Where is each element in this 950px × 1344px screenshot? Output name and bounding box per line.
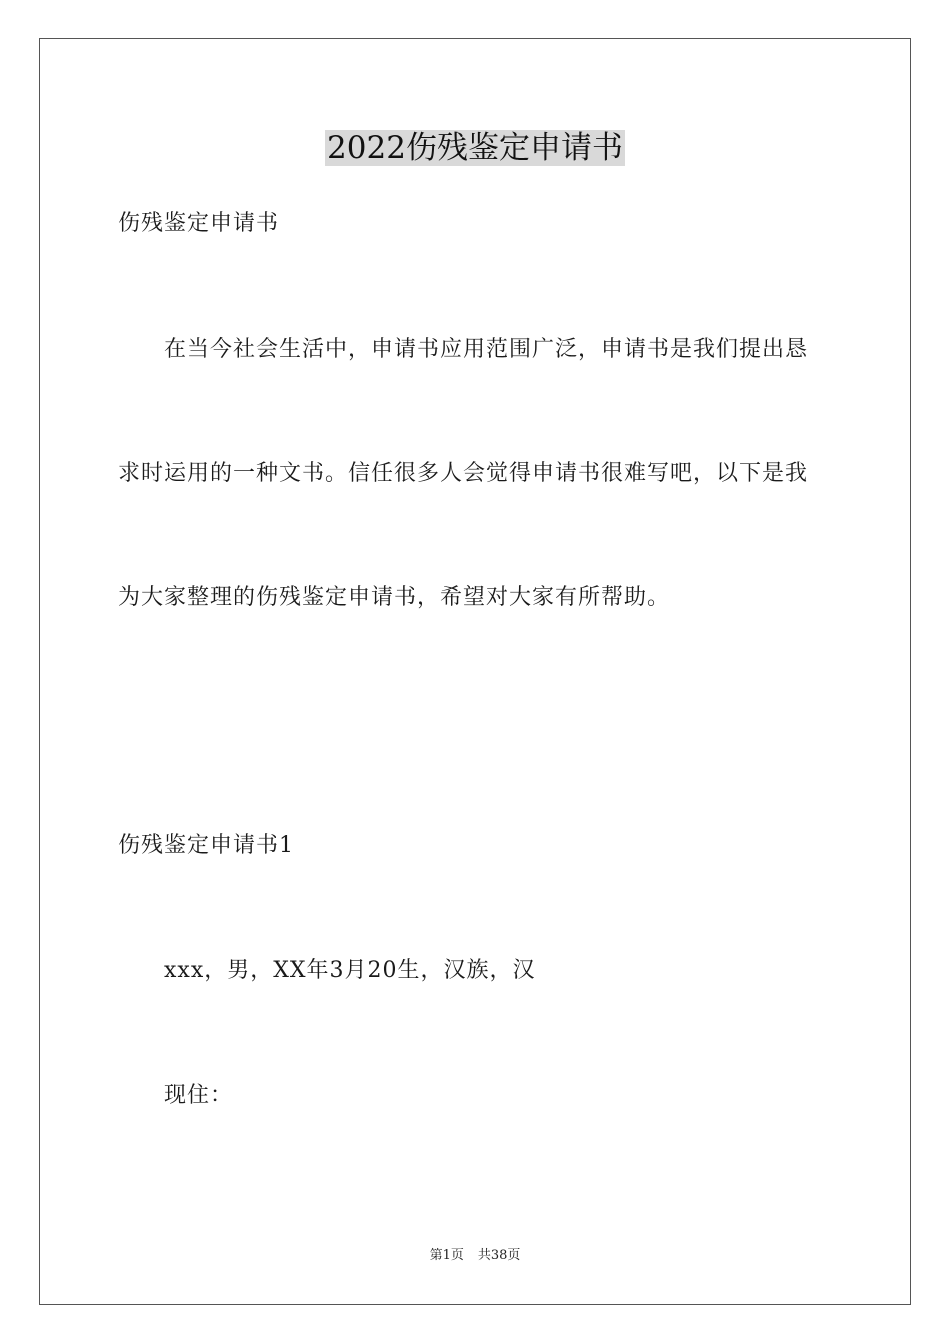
page-number: 第1页	[429, 1248, 464, 1263]
total-pages: 共38页	[477, 1248, 521, 1263]
subtitle: 伤残鉴定申请书	[118, 211, 280, 236]
intro-paragraph-line-3: 为大家整理的伤残鉴定申请书，希望对大家有所帮助。	[118, 585, 671, 610]
address-label: 现住：	[164, 1083, 234, 1108]
intro-paragraph-line-2: 求时运用的一种文书。信任很多人会觉得申请书很难写吧，以下是我	[118, 461, 809, 486]
intro-paragraph-line-1: 在当今社会生活中，申请书应用范围广泛，申请书是我们提出恳	[164, 337, 809, 362]
applicant-info: xxx，男，XX年3月20生，汉族，汉	[164, 958, 536, 983]
document-title	[0, 126, 950, 170]
document-title-text: 2022伤残鉴定申请书	[327, 130, 623, 166]
page-footer	[0, 1247, 950, 1265]
section-heading: 伤残鉴定申请书1	[118, 833, 294, 858]
